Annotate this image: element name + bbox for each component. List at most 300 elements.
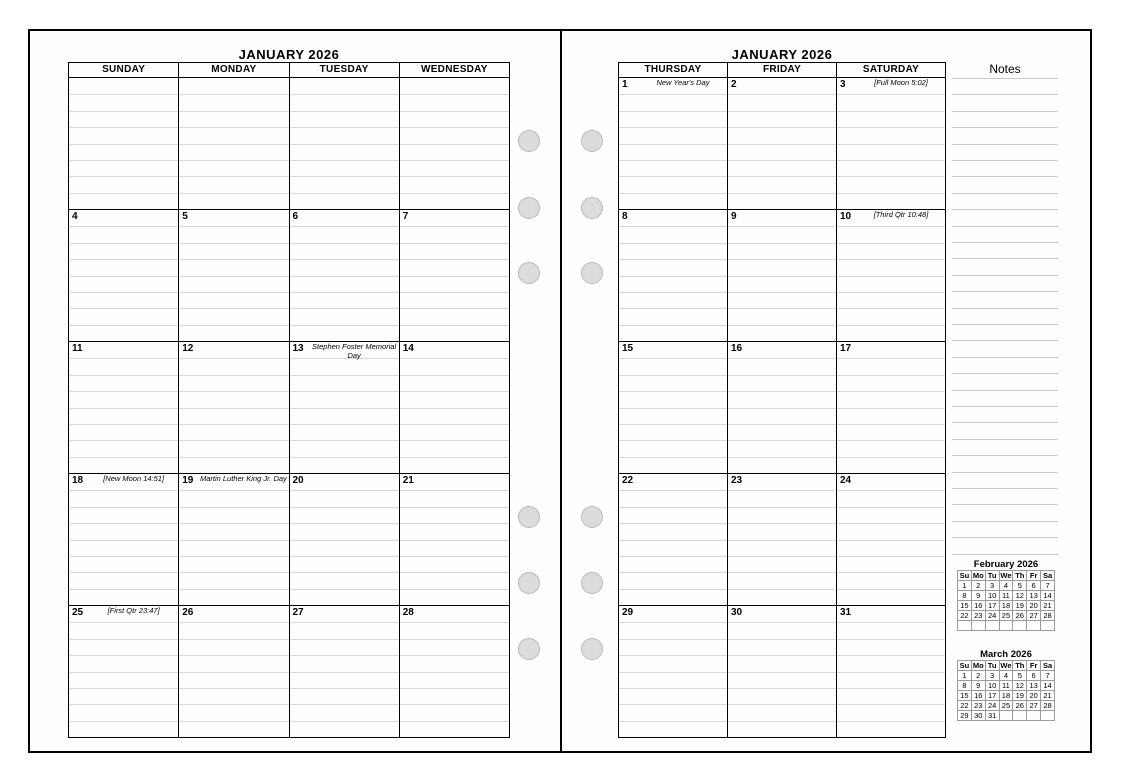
writing-lines (290, 606, 399, 738)
day-cell[interactable] (179, 78, 289, 209)
mini-weekday: Th (1013, 571, 1027, 581)
rule-line (952, 422, 1058, 423)
rule-line (728, 688, 836, 689)
left-col-header-1: MONDAY (179, 63, 289, 77)
mini-day: 25 (999, 701, 1013, 711)
mini-day: 26 (1013, 611, 1027, 621)
rule-line (290, 556, 399, 557)
day-cell[interactable] (837, 606, 945, 738)
rule-line (179, 160, 288, 161)
mini-day: 8 (958, 591, 972, 601)
day-cell[interactable] (290, 78, 400, 209)
rule-line (619, 424, 727, 425)
day-number: 31 (840, 607, 852, 618)
mini-day: 27 (1027, 701, 1041, 711)
day-cell[interactable] (179, 606, 289, 738)
rule-line (619, 375, 727, 376)
rule-line (400, 457, 509, 458)
rule-line (69, 540, 178, 541)
day-number: 17 (840, 343, 852, 354)
rule-line (290, 193, 399, 194)
rule-line (837, 276, 945, 277)
rule-line (619, 721, 727, 722)
rule-line (837, 358, 945, 359)
rule-line (728, 308, 836, 309)
rule-line (952, 275, 1058, 276)
left-week-row (69, 606, 509, 738)
mini-day: 4 (999, 671, 1013, 681)
rule-line (290, 672, 399, 673)
rule-line (69, 243, 178, 244)
rule-line (837, 639, 945, 640)
day-event: [Full Moon 5:02] (874, 78, 928, 87)
rule-line (837, 193, 945, 194)
rule-line (837, 391, 945, 392)
day-event: Martin Luther King Jr. Day (199, 474, 287, 483)
day-cell[interactable] (400, 78, 509, 209)
rule-line (290, 226, 399, 227)
mini-day: 24 (985, 611, 999, 621)
rule-line (179, 226, 288, 227)
right-week-row (619, 78, 945, 210)
day-number: 20 (292, 475, 304, 486)
day-cell[interactable] (728, 606, 837, 738)
mini-day: 24 (985, 701, 999, 711)
rule-line (69, 672, 178, 673)
rule-line (400, 704, 509, 705)
rule-line (728, 292, 836, 293)
mini-day: 13 (1027, 591, 1041, 601)
day-cell[interactable] (179, 474, 289, 605)
day-cell[interactable] (728, 474, 837, 605)
rule-line (400, 507, 509, 508)
day-event: [New Moon 14:51] (103, 474, 165, 483)
day-cell[interactable] (728, 78, 837, 209)
rule-line (179, 292, 288, 293)
mini-day (1041, 711, 1055, 721)
rule-line (290, 688, 399, 689)
mini-weekday: Sa (1041, 571, 1055, 581)
mini-day (971, 621, 985, 631)
day-cell[interactable] (619, 78, 728, 209)
right-month-title: JANUARY 2026 (731, 47, 833, 62)
rule-line (952, 160, 1058, 161)
left-week-grid (68, 62, 510, 738)
rule-line (837, 457, 945, 458)
rule-line (728, 375, 836, 376)
rule-line (837, 160, 945, 161)
mini-day: 11 (999, 591, 1013, 601)
mini-weekday: Tu (985, 661, 999, 671)
rule-line (952, 472, 1058, 473)
rule-line (728, 144, 836, 145)
rule-line (69, 655, 178, 656)
mini-day: 25 (999, 611, 1013, 621)
writing-lines (728, 342, 836, 473)
rule-line (400, 572, 509, 573)
day-number: 12 (182, 343, 194, 354)
day-number: 3 (840, 79, 846, 90)
mini-day: 27 (1027, 611, 1041, 621)
day-number: 27 (292, 607, 304, 618)
rule-line (952, 176, 1058, 177)
rule-line (837, 424, 945, 425)
rule-line (69, 111, 178, 112)
rule-line (728, 540, 836, 541)
mini-day: 29 (958, 711, 972, 721)
writing-lines (837, 210, 945, 341)
rule-line (179, 259, 288, 260)
rule-line (290, 176, 399, 177)
day-cell[interactable] (837, 342, 945, 473)
rule-line (290, 540, 399, 541)
day-number: 24 (840, 475, 852, 486)
mini-week-row (958, 601, 1055, 611)
rule-line (619, 704, 727, 705)
day-cell[interactable] (290, 606, 400, 738)
rule-line (179, 688, 288, 689)
rule-line (290, 308, 399, 309)
rule-line (837, 243, 945, 244)
day-cell[interactable] (69, 474, 179, 605)
day-cell[interactable] (69, 342, 179, 473)
mini-day: 1 (958, 581, 972, 591)
rule-line (728, 622, 836, 623)
mini-day (1013, 711, 1027, 721)
rule-line (952, 144, 1058, 145)
rule-line (179, 540, 288, 541)
mini-header-row (958, 571, 1055, 581)
writing-lines (619, 342, 727, 473)
left-month-title: JANUARY 2026 (238, 47, 340, 62)
day-cell[interactable] (290, 474, 400, 605)
mini-week-row (958, 581, 1055, 591)
day-cell[interactable] (69, 210, 179, 341)
rule-line (619, 490, 727, 491)
day-cell[interactable] (179, 342, 289, 473)
day-number: 15 (622, 343, 634, 354)
mini-day: 6 (1027, 671, 1041, 681)
writing-lines (400, 606, 509, 738)
writing-lines (69, 606, 178, 738)
rule-line (400, 94, 509, 95)
rule-line (952, 439, 1058, 440)
mini-day: 19 (1013, 601, 1027, 611)
rule-line (400, 655, 509, 656)
rule-line (837, 408, 945, 409)
rule-line (619, 540, 727, 541)
rule-line (179, 111, 288, 112)
rule-line (728, 243, 836, 244)
rule-line (837, 507, 945, 508)
mini-day: 11 (999, 681, 1013, 691)
rule-line (290, 589, 399, 590)
rule-line (69, 259, 178, 260)
rule-line (952, 258, 1058, 259)
writing-lines (179, 342, 288, 473)
mini-day: 28 (1041, 701, 1055, 711)
rule-line (290, 457, 399, 458)
notes-writing-lines[interactable] (952, 78, 1058, 560)
rule-line (837, 259, 945, 260)
rule-line (619, 243, 727, 244)
rule-line (952, 357, 1058, 358)
rule-line (69, 375, 178, 376)
rule-line (728, 523, 836, 524)
rule-line (952, 308, 1058, 309)
mini-day (1013, 621, 1027, 631)
rule-line (290, 523, 399, 524)
rule-line (69, 391, 178, 392)
day-cell[interactable] (69, 78, 179, 209)
rule-line (952, 127, 1058, 128)
rule-line (179, 440, 288, 441)
mini-day: 22 (958, 611, 972, 621)
rule-line (179, 391, 288, 392)
rule-line (400, 391, 509, 392)
rule-line (179, 556, 288, 557)
ring-hole-left-5 (518, 572, 540, 594)
rule-line (290, 94, 399, 95)
ring-hole-right-1 (581, 130, 603, 152)
rule-line (952, 488, 1058, 489)
rule-line (400, 325, 509, 326)
day-cell[interactable] (290, 210, 400, 341)
day-cell[interactable] (290, 342, 400, 473)
mini-day: 16 (971, 691, 985, 701)
mini-day (1041, 621, 1055, 631)
day-cell[interactable] (837, 78, 945, 209)
day-cell[interactable] (400, 342, 509, 473)
mini-day: 19 (1013, 691, 1027, 701)
day-cell[interactable] (619, 474, 728, 605)
rule-line (728, 358, 836, 359)
mini-day: 14 (1041, 591, 1055, 601)
mini-header-row (958, 661, 1055, 671)
writing-lines (728, 606, 836, 738)
rule-line (952, 554, 1058, 555)
rule-line (179, 721, 288, 722)
day-number: 29 (622, 607, 634, 618)
rule-line (619, 440, 727, 441)
day-number: 6 (292, 211, 299, 222)
rule-line (728, 94, 836, 95)
writing-lines (619, 474, 727, 605)
rule-line (837, 440, 945, 441)
day-number: 13 (292, 343, 304, 354)
rule-line (290, 408, 399, 409)
mini-day: 15 (958, 691, 972, 701)
day-cell[interactable] (400, 474, 509, 605)
rule-line (69, 193, 178, 194)
rule-line (728, 325, 836, 326)
left-week-row (69, 474, 509, 606)
ring-hole-right-6 (581, 638, 603, 660)
rule-line (290, 507, 399, 508)
rule-line (837, 292, 945, 293)
mini-day: 12 (1013, 591, 1027, 601)
rule-line (179, 144, 288, 145)
mini-day: 18 (999, 601, 1013, 611)
mini-calendar-table (957, 660, 1055, 721)
rule-line (619, 308, 727, 309)
mini-day: 1 (958, 671, 972, 681)
day-cell[interactable] (619, 342, 728, 473)
rule-line (69, 94, 178, 95)
mini-day: 13 (1027, 681, 1041, 691)
rule-line (400, 523, 509, 524)
rule-line (179, 704, 288, 705)
rule-line (290, 704, 399, 705)
mini-day: 14 (1041, 681, 1055, 691)
rule-line (69, 704, 178, 705)
mini-week-row (958, 681, 1055, 691)
right-week-grid (618, 62, 946, 738)
rule-line (619, 408, 727, 409)
rule-line (400, 540, 509, 541)
rule-line (619, 127, 727, 128)
mini-day: 17 (985, 601, 999, 611)
mini-day: 22 (958, 701, 972, 711)
rule-line (619, 688, 727, 689)
day-event: Stephen Foster Memorial Day (312, 342, 397, 360)
rule-line (400, 308, 509, 309)
right-weekday-header-row (619, 63, 945, 78)
rule-line (728, 391, 836, 392)
rule-line (837, 672, 945, 673)
day-cell[interactable] (179, 210, 289, 341)
mini-weekday: Tu (985, 571, 999, 581)
left-week-row (69, 342, 509, 474)
writing-lines (400, 342, 509, 473)
mini-day: 31 (985, 711, 999, 721)
writing-lines (69, 474, 178, 605)
rule-line (952, 406, 1058, 407)
rule-line (290, 424, 399, 425)
writing-lines (400, 474, 509, 605)
day-number: 9 (731, 211, 737, 222)
day-cell[interactable] (728, 342, 837, 473)
rule-line (837, 688, 945, 689)
writing-lines (179, 210, 288, 341)
rule-line (69, 490, 178, 491)
rule-line (400, 160, 509, 161)
rule-line (179, 408, 288, 409)
rule-line (952, 340, 1058, 341)
rule-line (619, 276, 727, 277)
day-cell[interactable] (400, 606, 509, 738)
day-cell[interactable] (837, 474, 945, 605)
writing-lines (728, 474, 836, 605)
day-number: 30 (731, 607, 743, 618)
rule-line (619, 111, 727, 112)
writing-lines (619, 78, 727, 209)
mini-day (958, 621, 972, 631)
rule-line (69, 721, 178, 722)
mini-calendar-table (957, 570, 1055, 631)
mini-weekday: Fr (1027, 571, 1041, 581)
ring-hole-left-2 (518, 197, 540, 219)
rule-line (952, 209, 1058, 210)
writing-lines (290, 474, 399, 605)
rule-line (728, 176, 836, 177)
right-col-header-2: SATURDAY (862, 64, 920, 75)
left-col-header-2: TUESDAY (290, 63, 400, 77)
writing-lines (290, 78, 399, 209)
day-cell[interactable] (837, 210, 945, 341)
day-number: 22 (622, 475, 634, 486)
mini-calendar-title: February 2026 (973, 559, 1039, 570)
rule-line (728, 490, 836, 491)
day-number: 14 (402, 343, 414, 354)
rule-line (179, 672, 288, 673)
rule-line (179, 243, 288, 244)
rule-line (400, 688, 509, 689)
rule-line (619, 622, 727, 623)
day-cell[interactable] (400, 210, 509, 341)
rule-line (400, 622, 509, 623)
day-cell[interactable] (619, 210, 728, 341)
day-cell[interactable] (619, 606, 728, 738)
mini-day: 23 (971, 611, 985, 621)
day-cell[interactable] (728, 210, 837, 341)
mini-day: 4 (999, 581, 1013, 591)
rule-line (619, 144, 727, 145)
mini-day: 12 (1013, 681, 1027, 691)
mini-day: 10 (985, 681, 999, 691)
mini-day: 6 (1027, 581, 1041, 591)
mini-day (1027, 621, 1041, 631)
mini-day: 18 (999, 691, 1013, 701)
rule-line (728, 440, 836, 441)
day-number: 21 (402, 475, 414, 486)
rule-line (69, 556, 178, 557)
rule-line (728, 556, 836, 557)
mini-weekday: We (1000, 571, 1012, 580)
mini-day: 10 (985, 591, 999, 601)
rule-line (952, 455, 1058, 456)
rule-line (728, 704, 836, 705)
rule-line (400, 127, 509, 128)
ring-hole-left-4 (518, 506, 540, 528)
mini-day (985, 621, 999, 631)
rule-line (179, 94, 288, 95)
rule-line (619, 589, 727, 590)
day-number: 1 (622, 79, 628, 90)
right-col-header-1: FRIDAY (728, 63, 837, 77)
rule-line (400, 440, 509, 441)
rule-line (728, 276, 836, 277)
writing-lines (837, 342, 945, 473)
day-cell[interactable] (69, 606, 179, 738)
mini-weekday: Mo (972, 661, 984, 670)
rule-line (619, 672, 727, 673)
rule-line (290, 375, 399, 376)
mini-weekday: Sa (1041, 661, 1055, 671)
ring-hole-right-5 (581, 572, 603, 594)
rule-line (400, 721, 509, 722)
rule-line (290, 160, 399, 161)
day-number: 18 (72, 475, 84, 486)
rule-line (952, 226, 1058, 227)
rule-line (837, 540, 945, 541)
rule-line (290, 572, 399, 573)
mini-day: 5 (1013, 671, 1027, 681)
rule-line (179, 325, 288, 326)
rule-line (179, 358, 288, 359)
rule-line (179, 655, 288, 656)
mini-week-row (958, 691, 1055, 701)
